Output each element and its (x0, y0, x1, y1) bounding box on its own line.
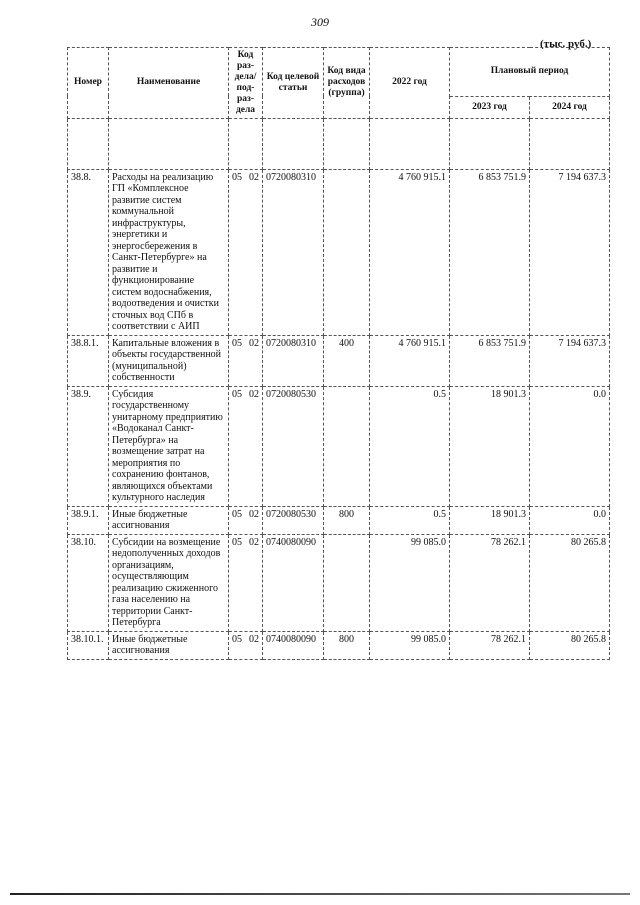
subsection-code: 02 (249, 337, 259, 349)
row-number: 38.9.1. (68, 506, 109, 534)
row-section-code (229, 506, 263, 534)
row-amount-2023: 6 853 751.9 (450, 335, 530, 386)
spacer-cell (229, 118, 263, 169)
row-name: Субсидия государственному унитарному предприятию «Водоканал Санкт-Петербурга» на возмещение затрат на мероприятия по сохранению фонтанов, являющихся объектами культурного наследия (109, 386, 229, 506)
section-code: 05 (232, 633, 242, 645)
section-code: 05 (232, 388, 242, 400)
section-code: 05 (232, 171, 242, 183)
header-kod-celevoy-stati: Код целевой статьи (263, 48, 324, 119)
row-section-code (229, 335, 263, 386)
spacer-cell (263, 118, 324, 169)
row-section-code (229, 534, 263, 631)
header-kod-vida-rashodov: Код вида расходов (группа) (324, 48, 370, 119)
section-code: 05 (232, 536, 242, 548)
header-2024: 2024 год (530, 96, 610, 118)
spacer-cell (530, 118, 610, 169)
row-amount-2022: 4 760 915.1 (370, 335, 450, 386)
row-target-code: 0720080310 (263, 169, 324, 335)
row-number: 38.8. (68, 169, 109, 335)
subsection-code: 02 (249, 536, 259, 548)
header-planovy-period: Плановый период (450, 48, 610, 97)
row-amount-2022: 4 760 915.1 (370, 169, 450, 335)
row-amount-2023: 18 901.3 (450, 386, 530, 506)
row-amount-2024: 0.0 (530, 386, 610, 506)
section-code: 05 (232, 337, 242, 349)
units-label: (тыс. руб.) (540, 38, 592, 50)
row-type-code (324, 534, 370, 631)
row-amount-2022: 0.5 (370, 506, 450, 534)
row-type-code: 800 (324, 506, 370, 534)
row-amount-2024: 7 194 637.3 (530, 335, 610, 386)
row-amount-2022: 0.5 (370, 386, 450, 506)
row-section-code (229, 631, 263, 659)
page-number: 309 (311, 15, 329, 29)
header-2022: 2022 год (370, 48, 450, 119)
subsection-code: 02 (249, 508, 259, 520)
header-nomer: Номер (68, 48, 109, 119)
row-section-code (229, 386, 263, 506)
row-target-code: 0740080090 (263, 631, 324, 659)
row-number: 38.10. (68, 534, 109, 631)
subsection-code: 02 (249, 388, 259, 400)
row-amount-2023: 78 262.1 (450, 631, 530, 659)
footer-line (10, 893, 630, 895)
row-target-code: 0720080310 (263, 335, 324, 386)
spacer-cell (370, 118, 450, 169)
row-amount-2023: 78 262.1 (450, 534, 530, 631)
spacer-cell (68, 118, 109, 169)
spacer-cell (324, 118, 370, 169)
row-name: Капитальные вложения в объекты государственной (муниципальной) собственности (109, 335, 229, 386)
row-type-code: 800 (324, 631, 370, 659)
table-row (68, 506, 610, 534)
row-name: Расходы на реализацию ГП «Комплексное развитие систем коммунальной инфраструктуры, энергетики и энергосбережения в Санкт-Петербурге» на развитие и функционирование систем водоснабжения, водоотведения и очистки сточных вод СПб в соответствии с АИП (109, 169, 229, 335)
table-row (68, 534, 610, 631)
subsection-code: 02 (249, 171, 259, 183)
row-target-code: 0740080090 (263, 534, 324, 631)
subsection-code: 02 (249, 633, 259, 645)
table-row (68, 169, 610, 335)
spacer-cell (450, 118, 530, 169)
row-amount-2022: 99 085.0 (370, 631, 450, 659)
row-type-code (324, 169, 370, 335)
row-number: 38.8.1. (68, 335, 109, 386)
row-number: 38.9. (68, 386, 109, 506)
budget-table (67, 47, 610, 660)
header-2023: 2023 год (450, 96, 530, 118)
row-amount-2024: 80 265.8 (530, 534, 610, 631)
table-row (68, 386, 610, 506)
row-target-code: 0720080530 (263, 506, 324, 534)
row-amount-2023: 18 901.3 (450, 506, 530, 534)
row-type-code: 400 (324, 335, 370, 386)
table-row (68, 335, 610, 386)
spacer-cell (109, 118, 229, 169)
row-name: Иные бюджетные ассигнования (109, 631, 229, 659)
table-row (68, 631, 610, 659)
header-naimenovanie: Наименование (109, 48, 229, 119)
row-amount-2024: 7 194 637.3 (530, 169, 610, 335)
header-kod-razdela: Код раз- дела/ под- раз- дела (229, 48, 263, 119)
row-name: Иные бюджетные ассигнования (109, 506, 229, 534)
row-amount-2022: 99 085.0 (370, 534, 450, 631)
section-code: 05 (232, 508, 242, 520)
row-amount-2023: 6 853 751.9 (450, 169, 530, 335)
row-section-code (229, 169, 263, 335)
row-type-code (324, 386, 370, 506)
row-amount-2024: 0.0 (530, 506, 610, 534)
row-number: 38.10.1. (68, 631, 109, 659)
row-target-code: 0720080530 (263, 386, 324, 506)
row-name: Субсидии на возмещение недополученных доходов организациям, осуществляющим реализацию сжиженного газа населению на территории Санкт-Петербурга (109, 534, 229, 631)
row-amount-2024: 80 265.8 (530, 631, 610, 659)
